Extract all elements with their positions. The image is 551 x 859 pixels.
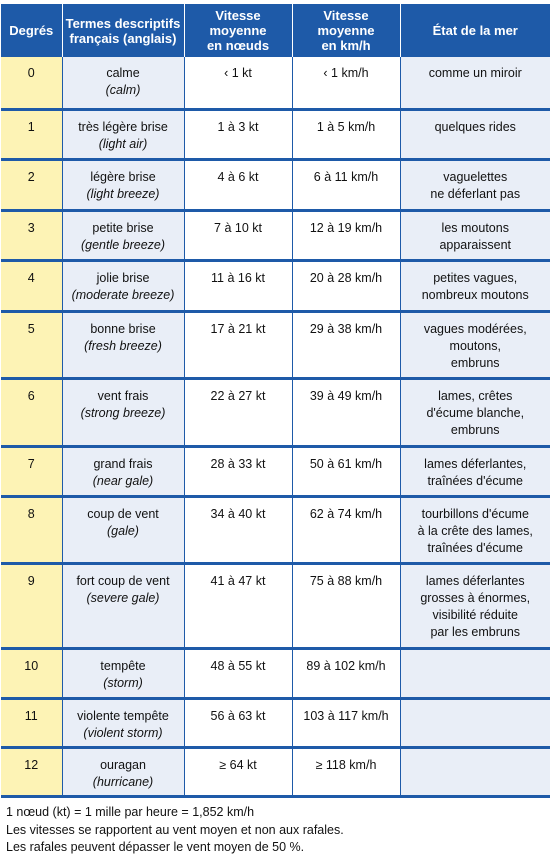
cell-sea-state [400, 747, 550, 796]
table-row [1, 496, 550, 563]
cell-degree: 11 [1, 698, 62, 747]
table-row [1, 311, 550, 378]
cell-degree: 2 [1, 159, 62, 210]
cell-speed-kmh: 20 à 28 km/h [292, 260, 400, 311]
term-french: vent frais [97, 388, 149, 403]
term-french: tempête [100, 658, 146, 673]
cell-descriptive-term [62, 563, 184, 648]
term-english: (gentle breeze) [80, 237, 166, 252]
table-row [1, 446, 550, 496]
sea-state-line: quelques rides [434, 119, 516, 134]
cell-degree: 0 [1, 57, 62, 109]
cell-speed-knots: 41 à 47 kt [184, 563, 292, 648]
cell-speed-kmh: 6 à 11 km/h [292, 159, 400, 210]
cell-speed-kmh: 75 à 88 km/h [292, 563, 400, 648]
term-english: (violent storm) [83, 725, 163, 740]
sea-state-line: par les embruns [430, 624, 521, 639]
cell-descriptive-term [62, 378, 184, 446]
term-english: (calm) [105, 83, 141, 97]
term-french: calme [106, 66, 140, 80]
header-line: français (anglais) [69, 30, 177, 46]
cell-sea-state [400, 446, 550, 496]
cell-descriptive-term [62, 446, 184, 496]
term-english: (strong breeze) [80, 405, 166, 420]
cell-speed-kmh: 62 à 74 km/h [292, 496, 400, 563]
table-row [1, 563, 550, 648]
term-french: grand frais [93, 456, 153, 471]
term-english: (moderate breeze) [71, 287, 175, 302]
term-french: légère brise [90, 169, 156, 184]
sea-state-line: apparaissent [439, 237, 512, 252]
header-line: en km/h [321, 38, 371, 53]
term-english: (gale) [107, 523, 139, 538]
cell-sea-state [400, 311, 550, 378]
sea-state-line: à la crête des lames, [417, 523, 533, 538]
sea-state-line: embruns [450, 422, 500, 437]
cell-speed-knots: 1 à 3 kt [184, 109, 292, 159]
cell-sea-state [400, 496, 550, 563]
cell-sea-state [400, 698, 550, 747]
cell-descriptive-term [62, 109, 184, 159]
cell-sea-state [400, 378, 550, 446]
cell-sea-state [400, 260, 550, 311]
term-french: ouragan [100, 757, 146, 772]
table-row [1, 378, 550, 446]
term-french: violente tempête [77, 708, 169, 723]
header-descriptive-terms [62, 4, 184, 57]
sea-state-line: traînées d'écume [427, 473, 523, 488]
sea-state-line: grosses à énormes, [420, 590, 531, 605]
term-english: (hurricane) [92, 774, 154, 789]
cell-descriptive-term [62, 57, 184, 109]
cell-speed-kmh: 103 à 117 km/h [292, 698, 400, 747]
cell-descriptive-term [62, 311, 184, 378]
cell-sea-state [400, 563, 550, 648]
cell-speed-kmh: 50 à 61 km/h [292, 446, 400, 496]
table-row [1, 57, 550, 109]
cell-speed-kmh: 29 à 38 km/h [292, 311, 400, 378]
cell-sea-state [400, 648, 550, 698]
term-english: (severe gale) [86, 590, 160, 605]
term-english: (storm) [103, 675, 143, 690]
table-header-row [1, 4, 550, 57]
footnote-gusts: Les rafales peuvent dépasser le vent moyen de 50 %. [6, 840, 305, 854]
sea-state-line: nombreux moutons [421, 287, 529, 302]
sea-state-line: comme un miroir [428, 66, 522, 80]
cell-speed-knots: 28 à 33 kt [184, 446, 292, 496]
cell-speed-kmh: 12 à 19 km/h [292, 210, 400, 260]
cell-descriptive-term [62, 496, 184, 563]
header-degrees: Degrés [1, 4, 62, 57]
header-line: en nœuds [206, 38, 270, 53]
cell-degree: 6 [1, 378, 62, 446]
header-speed-knots [184, 4, 292, 57]
term-english: (light breeze) [86, 186, 160, 201]
table-row [1, 648, 550, 698]
sea-state-line: vagues modérées, [423, 321, 527, 336]
cell-speed-kmh: 39 à 49 km/h [292, 378, 400, 446]
cell-speed-knots: 4 à 6 kt [184, 159, 292, 210]
table-row [1, 159, 550, 210]
sea-state-line: lames déferlantes [425, 573, 525, 588]
cell-speed-knots: 7 à 10 kt [184, 210, 292, 260]
cell-descriptive-term [62, 159, 184, 210]
header-sea-state: État de la mer [400, 4, 550, 57]
table-body [1, 57, 550, 796]
sea-state-line: moutons, [449, 338, 501, 353]
term-english: (fresh breeze) [84, 338, 162, 353]
term-french: petite brise [92, 220, 154, 235]
sea-state-line: visibilité réduite [432, 607, 518, 622]
cell-speed-knots: 48 à 55 kt [184, 648, 292, 698]
sea-state-line: traînées d'écume [427, 540, 523, 555]
sea-state-line: vaguelettes [443, 169, 508, 184]
cell-degree: 7 [1, 446, 62, 496]
sea-state-line: lames déferlantes, [424, 456, 527, 471]
term-french: très légère brise [78, 119, 168, 134]
cell-degree: 1 [1, 109, 62, 159]
cell-descriptive-term [62, 747, 184, 796]
cell-descriptive-term [62, 210, 184, 260]
cell-degree: 9 [1, 563, 62, 648]
footnotes [6, 804, 344, 857]
sea-state-line: d'écume blanche, [426, 405, 525, 420]
header-line: Termes descriptifs [65, 15, 181, 31]
footnote-knot-definition: 1 nœud (kt) = 1 mille par heure = 1,852 km/h [6, 805, 255, 819]
beaufort-scale-table [1, 4, 550, 798]
table-row [1, 747, 550, 796]
table-row [1, 698, 550, 747]
cell-speed-knots: ‹ 1 kt [184, 57, 292, 109]
sea-state-line: embruns [450, 355, 500, 370]
term-french: jolie brise [96, 270, 150, 285]
sea-state-line: les moutons [441, 220, 509, 235]
term-french: fort coup de vent [76, 573, 170, 588]
cell-speed-knots: ≥ 64 kt [184, 747, 292, 796]
cell-degree: 8 [1, 496, 62, 563]
term-french: bonne brise [90, 321, 156, 336]
header-line: Vitesse moyenne [317, 8, 375, 38]
sea-state-line: petites vagues, [433, 270, 518, 285]
cell-speed-knots: 22 à 27 kt [184, 378, 292, 446]
sea-state-line: ne déferlant pas [430, 186, 521, 201]
cell-speed-kmh: 1 à 5 km/h [292, 109, 400, 159]
cell-speed-knots: 17 à 21 kt [184, 311, 292, 378]
term-french: coup de vent [87, 506, 159, 521]
cell-sea-state [400, 57, 550, 109]
cell-sea-state [400, 159, 550, 210]
cell-descriptive-term [62, 698, 184, 747]
cell-sea-state [400, 109, 550, 159]
header-speed-kmh [292, 4, 400, 57]
table-row [1, 109, 550, 159]
cell-speed-kmh: ≥ 118 km/h [292, 747, 400, 796]
cell-speed-knots: 56 à 63 kt [184, 698, 292, 747]
cell-descriptive-term [62, 260, 184, 311]
cell-speed-knots: 11 à 16 kt [184, 260, 292, 311]
cell-speed-knots: 34 à 40 kt [184, 496, 292, 563]
cell-degree: 4 [1, 260, 62, 311]
sea-state-line: lames, crêtes [438, 388, 513, 403]
term-english: (near gale) [92, 473, 154, 488]
cell-degree: 10 [1, 648, 62, 698]
cell-speed-kmh: ‹ 1 km/h [292, 57, 400, 109]
cell-speed-kmh: 89 à 102 km/h [292, 648, 400, 698]
sea-state-line: tourbillons d'écume [421, 506, 529, 521]
table-row [1, 260, 550, 311]
cell-degree: 3 [1, 210, 62, 260]
term-english: (light air) [98, 136, 148, 151]
cell-sea-state [400, 210, 550, 260]
cell-degree: 5 [1, 311, 62, 378]
table-row [1, 210, 550, 260]
header-line: Vitesse moyenne [209, 8, 267, 38]
footnote-mean-wind: Les vitesses se rapportent au vent moyen et non aux rafales. [6, 822, 344, 837]
cell-degree: 12 [1, 747, 62, 796]
cell-descriptive-term [62, 648, 184, 698]
